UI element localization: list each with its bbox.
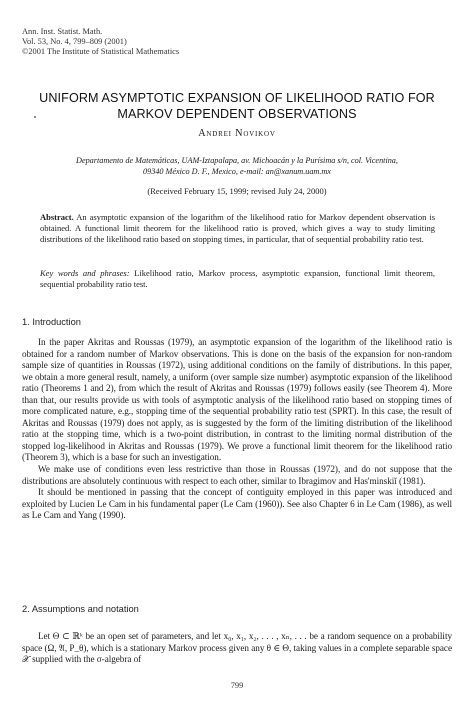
affiliation-line-2: 09340 México D. F., Mexico, e-mail: an@xanum.uam.mx: [143, 166, 331, 176]
section-heading-introduction: 1. Introduction: [22, 317, 81, 327]
introduction-paragraph-1: In the paper Akritas and Roussas (1979), an asymptotic expansion of the logarithm of the likelihood ratio is obtained for a random number of Markov observations. This is done on the basis of the expansion for non-random sample size of quantities in Roussas (1972), using additional conditions on the family of distributions. In this paper, we obtain a more general result, namely, a uniform (over sample size number) asymptotic expansion of the likelihood ratio (Theorems 1 and 2), from which the result of Akritas and Roussas (1979) follows easily (see Theorem 4). More than that, our results provide us with tools of asymptotic analysis of the likelihood ratio based on stopping times of more complicated nature, e.g., stopping time of the sequential probability ratio test (SPRT). In this case, the result of Akritas and Roussas (1979) does not apply, as is suggested by the form of the limiting distribution of the likelihood ratio at the stopping time, which is a two-point distribution, in contrast to the limiting normal distribution of the stopped log-likelihood in Akritas and Roussas (1979). We prove a functional limit theorem for the likelihood ratio (Theorem 3), which is a base for such an investigation.: [22, 337, 452, 463]
introduction-body: [22, 337, 452, 522]
journal-header: [22, 27, 179, 58]
affiliation-line-1: Departamento de Matemáticas, UAM-Iztapalapa, av. Michoacán y la Purísima s/n, col. Vicentina,: [76, 156, 398, 165]
introduction-paragraph-2: We make use of conditions even less restrictive than those in Roussas (1972), and do not suppose that the distributions are absolutely continuous with respect to each other, similar to Ibragimov and Has'minskiĭ (1981).: [22, 464, 452, 486]
keywords-label: Key words and phrases:: [40, 268, 130, 278]
received-dates: (Received February 15, 1999; revised July 24, 2000): [147, 186, 327, 196]
author-name: Andrei Novikov: [198, 128, 276, 139]
author-affiliation: [22, 156, 452, 178]
journal-name: Ann. Inst. Statist. Math.: [22, 27, 103, 36]
paper-title-line-1: UNIFORM ASYMPTOTIC EXPANSION OF LIKELIHOOD RATIO FOR: [39, 91, 435, 105]
abstract-label: Abstract.: [40, 212, 74, 222]
paper-title: [20, 91, 454, 122]
assumptions-paragraph-1: Let Θ ⊂ ℝᵏ be an open set of parameters, and let x₀, x₁, x₂, . . . , xₙ, . . . be a random sequence on a probability space (Ω, 𝔄, P_θ), which is a stationary Markov process given any θ ∈ Θ, taking values in a complete separable space 𝒳 supplied with the σ-algebra of: [22, 631, 452, 665]
journal-volume: Vol. 53, No. 4, 799–809 (2001): [22, 37, 127, 47]
abstract: [40, 212, 435, 245]
paper-title-line-2: MARKOV DEPENDENT OBSERVATIONS: [117, 106, 357, 121]
abstract-text: An asymptotic expansion of the logarithm of the likelihood ratio for Markov dependent observation is obtained. A functional limit theorem for the likelihood ratio is proved, which gives a way to study limiting distributions of the likelihood ratio based on stopping times, in particular, that of sequential probability ratio test.: [40, 212, 435, 245]
introduction-paragraph-3: It should be mentioned in passing that the concept of contiguity employed in this paper was introduced and exploited by Lucien Le Cam in his fundamental paper (Le Cam (1960)). See also Chapter 6 in Le Cam (1986), as well as Le Cam and Yang (1990).: [22, 487, 452, 521]
page-number: 799: [230, 681, 244, 690]
assumptions-body: [22, 631, 452, 666]
scan-speck: [34, 116, 36, 118]
journal-copyright: ©2001 The Institute of Statistical Mathematics: [22, 47, 180, 57]
keywords: [40, 268, 435, 290]
section-heading-assumptions: 2. Assumptions and notation: [22, 604, 139, 614]
keywords-text: Likelihood ratio, Markov process, asymptotic expansion, functional limit theorem, sequential probability ratio test.: [40, 268, 436, 290]
